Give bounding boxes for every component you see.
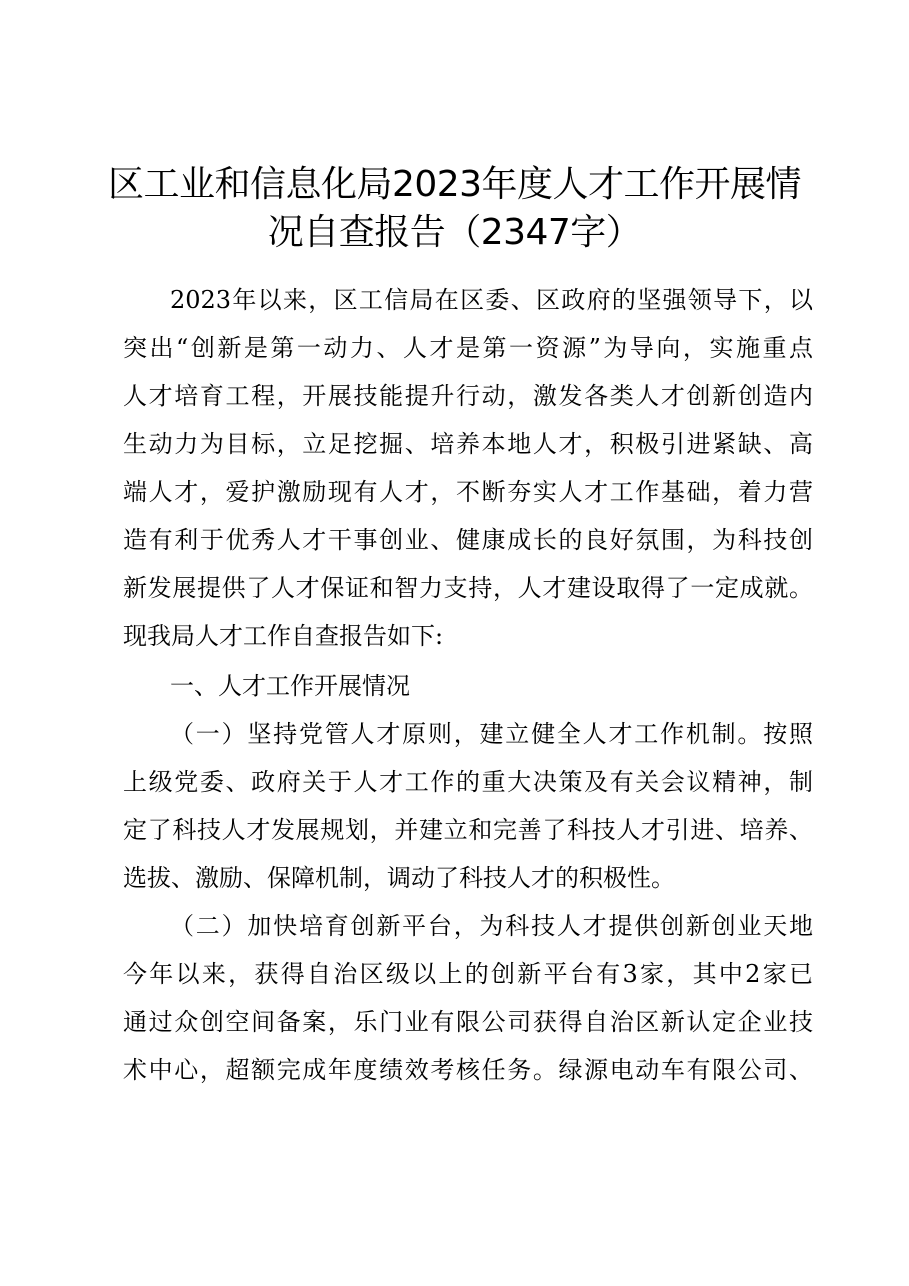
- sub1-line-1: （一）坚持党管人才原则，建立健全人才工作机制。按照: [170, 720, 813, 748]
- intro-line-1: 2023年以来，区工信局在区委、区政府的坚强领导下，以: [170, 286, 813, 314]
- intro-line-5: 端人才，爱护激励现有人才，不断夯实人才工作基础，着力营: [123, 478, 813, 506]
- intro-line-7: 新发展提供了人才保证和智力支持，人才建设取得了一定成就。: [123, 574, 813, 602]
- sub2-line-1: （二）加快培育创新平台，为科技人才提供创新创业天地: [170, 912, 813, 940]
- document-title-line-2: 况自查报告（2347字）: [267, 212, 642, 253]
- intro-line-3: 人才培育工程，开展技能提升行动，激发各类人才创新创造内: [123, 382, 813, 410]
- intro-line-6: 造有利于优秀人才干事创业、健康成长的良好氛围，为科技创: [123, 526, 813, 554]
- sub2-line-4: 术中心，超额完成年度绩效考核任务。绿源电动车有限公司、: [123, 1056, 813, 1084]
- sub2-line-3: 通过众创空间备案，乐门业有限公司获得自治区新认定企业技: [123, 1008, 813, 1036]
- sub1-line-3: 定了科技人才发展规划，并建立和完善了科技人才引进、培养、: [123, 816, 813, 844]
- intro-line-8: 现我局人才工作自查报告如下:: [123, 622, 444, 650]
- document-title-line-1: 区工业和信息化局2023年度人才工作开展情: [107, 164, 802, 205]
- intro-line-4: 生动力为目标，立足挖掘、培养本地人才，积极引进紧缺、高: [123, 430, 813, 458]
- section-heading: 一、人才工作开展情况: [170, 672, 410, 700]
- sub1-line-2: 上级党委、政府关于人才工作的重大决策及有关会议精神，制: [123, 768, 813, 796]
- sub2-line-2: 今年以来，获得自治区级以上的创新平台有3家，其中2家已: [123, 960, 813, 988]
- intro-line-2: 突出“创新是第一动力、人才是第一资源”为导向，实施重点: [123, 334, 813, 362]
- sub1-line-4: 选拔、激励、保障机制，调动了科技人才的积极性。: [123, 864, 675, 892]
